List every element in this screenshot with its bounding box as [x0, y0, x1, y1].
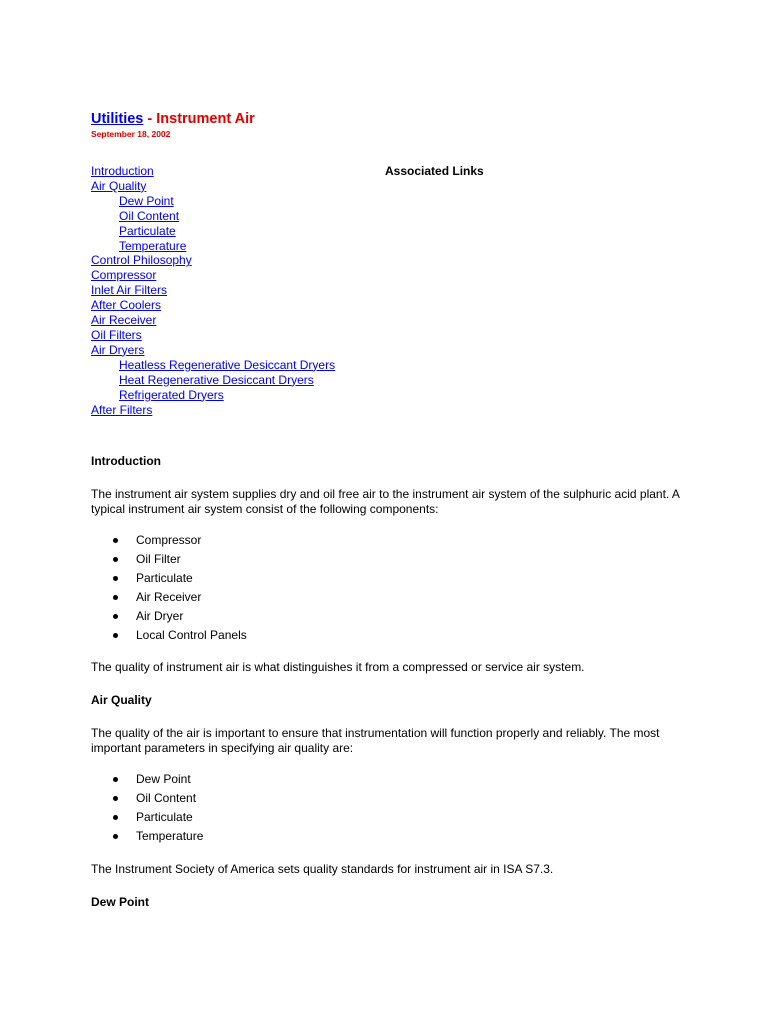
toc-item-particulate: [91, 224, 691, 239]
toc-link[interactable]: After Filters: [91, 402, 153, 417]
list-item-text: Particulate: [136, 571, 193, 586]
toc-link[interactable]: Oil Filters: [91, 327, 142, 342]
toc-link[interactable]: Heat Regenerative Desiccant Dryers: [119, 372, 314, 387]
bullet-icon: [113, 796, 118, 801]
air-quality-paragraph: The quality of the air is important to ensure that instrumentation will function properly and reliably. The most important parameters in specifying air quality are:: [91, 726, 660, 756]
toc-link[interactable]: Compressor: [91, 268, 157, 283]
document-page: [91, 110, 691, 910]
page-title-text: - Instrument Air: [143, 111, 255, 127]
bullet-icon: [113, 557, 118, 562]
toc-item-heatless-dryers: [91, 358, 691, 373]
list-item: [91, 607, 691, 626]
toc-link[interactable]: Heatless Regenerative Desiccant Dryers: [119, 357, 336, 372]
toc-item-oil-content: [91, 209, 691, 224]
toc-link[interactable]: Oil Content: [119, 208, 180, 223]
list-item: [91, 626, 691, 645]
introduction-paragraph: The instrument air system supplies dry and oil free air to the instrument air system of the sulphuric acid plant. A typical instrument air system consist of the following components:: [91, 487, 680, 517]
page-date: September 18, 2002: [91, 129, 171, 139]
toc-item-air-receiver: [91, 313, 691, 328]
toc-link[interactable]: Temperature: [119, 238, 187, 253]
toc-link[interactable]: Control Philosophy: [91, 253, 192, 268]
toc-item-control-philosophy: [91, 253, 691, 268]
toc-link[interactable]: Air Dryers: [91, 342, 145, 357]
list-item: [91, 770, 691, 789]
introduction-heading: Introduction: [91, 454, 161, 469]
list-item-text: Oil Content: [136, 791, 197, 806]
table-of-contents: [91, 164, 691, 417]
table-of-contents-section: [91, 164, 691, 417]
list-item-text: Particulate: [136, 810, 193, 825]
air-quality-closing-paragraph: The Instrument Society of America sets quality standards for instrument air in ISA S7.3.: [91, 862, 554, 877]
utilities-link[interactable]: Utilities: [91, 111, 144, 127]
bullet-icon: [113, 614, 118, 619]
list-item: [91, 550, 691, 569]
parameters-list: [91, 770, 691, 846]
list-item: [91, 808, 691, 827]
introduction-closing-paragraph: The quality of instrument air is what distinguishes it from a compressed or service air system.: [91, 660, 585, 675]
list-item: [91, 569, 691, 588]
toc-item-air-quality: [91, 179, 691, 194]
toc-item-heat-dryers: [91, 373, 691, 388]
toc-item-refrigerated-dryers: [91, 388, 691, 403]
toc-item-compressor: [91, 268, 691, 283]
list-item: [91, 588, 691, 607]
list-item: [91, 827, 691, 846]
associated-links-heading: Associated Links: [385, 164, 484, 178]
components-list: [91, 531, 691, 645]
toc-item-oil-filters: [91, 328, 691, 343]
toc-link[interactable]: Particulate: [119, 223, 176, 238]
list-item: [91, 789, 691, 808]
toc-item-after-coolers: [91, 298, 691, 313]
dew-point-heading: Dew Point: [91, 895, 150, 910]
bullet-icon: [113, 815, 118, 820]
list-item: [91, 531, 691, 550]
toc-link[interactable]: Air Quality: [91, 178, 147, 193]
list-item-text: Local Control Panels: [136, 628, 247, 643]
toc-link[interactable]: Inlet Air Filters: [91, 283, 168, 298]
list-item-text: Dew Point: [136, 772, 191, 787]
list-item-text: Compressor: [136, 533, 202, 548]
toc-link[interactable]: Refrigerated Dryers: [119, 387, 224, 402]
list-item-text: Air Receiver: [136, 590, 202, 605]
bullet-icon: [113, 633, 118, 638]
toc-link[interactable]: After Coolers: [91, 298, 162, 313]
toc-item-air-dryers: [91, 343, 691, 358]
toc-link[interactable]: Introduction: [91, 164, 154, 178]
bullet-icon: [113, 834, 118, 839]
list-item-text: Oil Filter: [136, 552, 181, 567]
page-title: [91, 110, 691, 128]
toc-item-after-filters: [91, 403, 691, 418]
toc-item-dew-point: [91, 194, 691, 209]
bullet-icon: [113, 576, 118, 581]
bullet-icon: [113, 777, 118, 782]
bullet-icon: [113, 595, 118, 600]
bullet-icon: [113, 538, 118, 543]
toc-link[interactable]: Air Receiver: [91, 313, 157, 328]
list-item-text: Air Dryer: [136, 609, 184, 624]
toc-link[interactable]: Dew Point: [119, 193, 174, 208]
air-quality-heading: Air Quality: [91, 693, 152, 708]
toc-item-temperature: [91, 239, 691, 254]
list-item-text: Temperature: [136, 829, 204, 844]
toc-item-inlet-air-filters: [91, 283, 691, 298]
